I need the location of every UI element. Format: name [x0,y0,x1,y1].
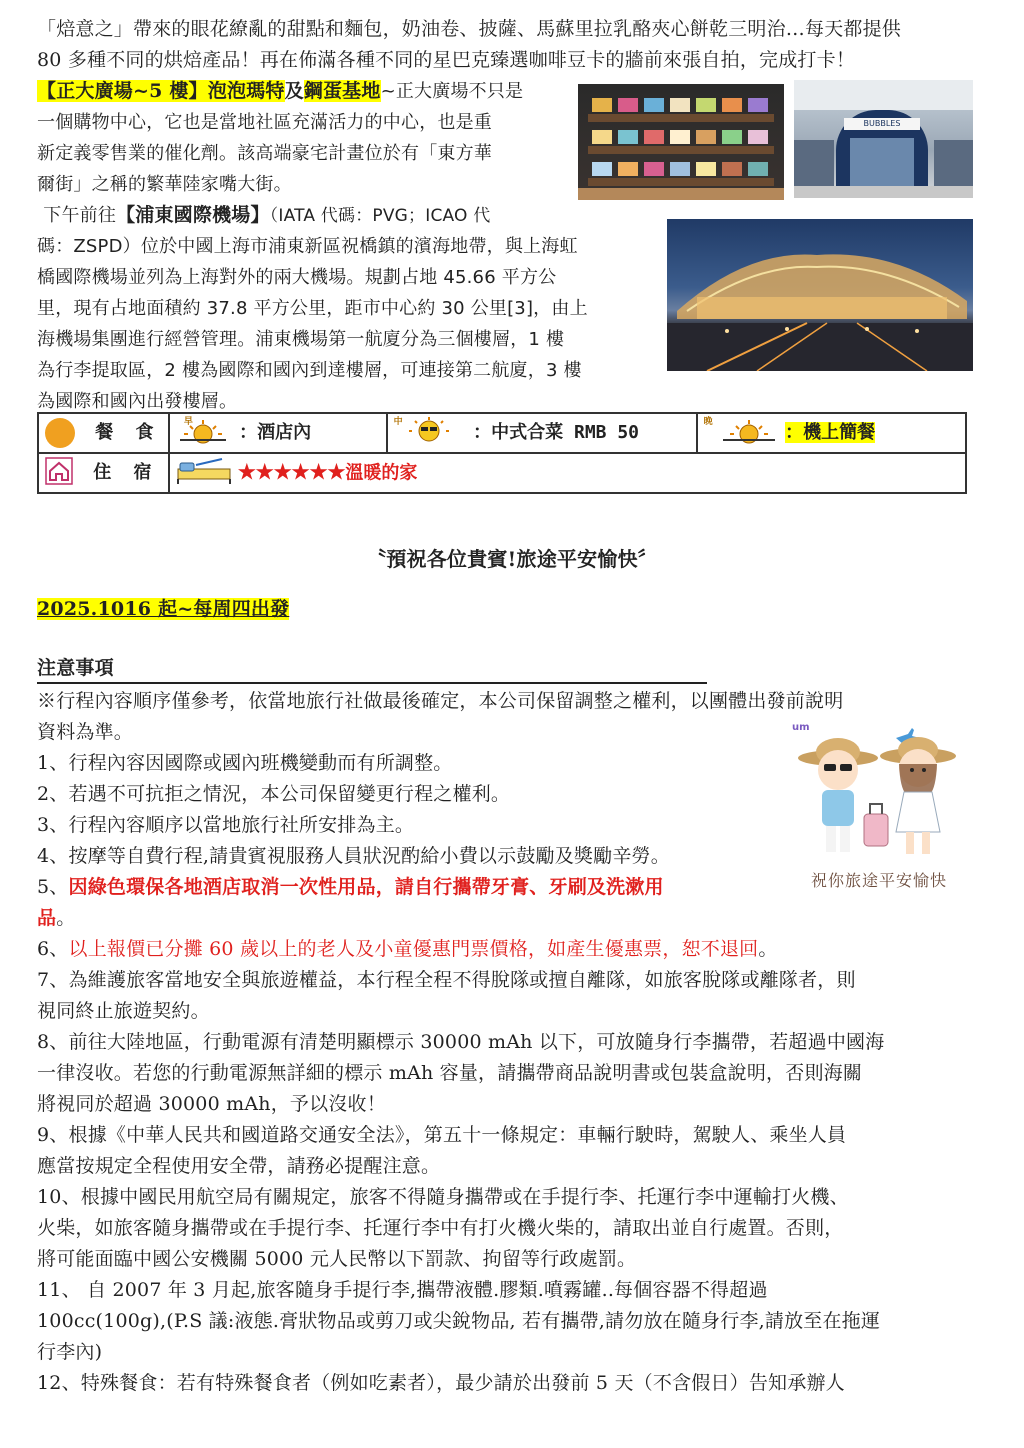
note-intro-1: ※行程內容順序僅參考，依當地旅行社做最後確定，本公司保留調整之權利，以團體出發前說明 [37,690,844,712]
note-1: 1、行程內容因國際或國內班機變動而有所調整。 [37,752,453,774]
intro-line-2: 80 多種不同的烘焙產品！再在佈滿各種不同的星巴克臻選咖啡豆卡的牆前來張自拍，完成打卡！ [37,49,856,71]
breakfast-tag: 早 [183,417,193,427]
sun-sunglasses-icon [409,417,449,450]
meal-label-cell [38,413,169,453]
airport-line-6: 為行李提取區，2 樓為國際和國內到達樓層，可連接第二航廈，3 樓 [37,360,582,381]
lunch-cell [387,413,697,453]
airport-name: 【浦東國際機場】 [116,204,270,226]
airport-line-7: 為國際和國內出發樓層。 [37,391,238,412]
plaza-line-3: 新定義零售業的催化劑。該高端豪宅計畫位於有「東方華 [37,143,492,164]
intro-line-1: 「焙意之」帶來的眼花繚亂的甜點和麵包，奶油卷、披薩、馬蘇里拉乳酪夾心餅乾三明治…每天都提供 [37,18,902,40]
airport-line-4: 里，現有占地面積約 37.8 平方公里，距市中心約 30 公里[3]，由上 [37,298,588,319]
airport-photo [667,219,973,371]
stay-row [38,453,966,493]
stay-label: 住 宿 [93,462,160,483]
stay-text: 溫暖的家 [345,462,418,483]
note-6 [37,934,778,965]
note-5-text: 因綠色環保各地酒店取消一次性用品，請自行攜帶牙膏、牙刷及洗漱用 [68,876,664,898]
note-11-line-1: 11、 自 2007 年 3 月起,旅客隨身手提行李,攜帶液體.膠類.噴霧罐..每個容器不得超過 [37,1279,768,1301]
breakfast-cell [169,413,387,453]
breakfast-text: ：酒店內 [239,422,312,443]
hotel-stars: ★★★★★★ [237,459,346,483]
note-5-line-1 [37,872,664,903]
note-7-line-2: 視同終止旅遊契約。 [37,1000,210,1022]
plaza-and: 及 [284,80,304,102]
bed-icon [176,457,232,490]
note-11-line-3: 行李內) [37,1341,103,1363]
note-8-line-2: 一律沒收。若您的行動電源無詳細的標示 mAh 容量，請攜帶商品說明書或包裝盒說明，否則海關 [37,1062,863,1084]
sunset-icon [719,418,779,449]
note-8-line-1: 8、前往大陸地區，行動電源有清楚明顯標示 30000 mAh 以下，可放隨身行李攜帶，若超過中國海 [37,1031,885,1053]
stay-label-cell [38,453,169,493]
airport-line-5: 海機場集團進行經營管理。浦東機場第一航廈分為三個樓層，1 樓 [37,329,565,350]
note-10-line-2: 火柴，如旅客隨身攜帶或在手提行李、托運行李中有打火機火柴的，請取出並自行處置。否則， [37,1217,844,1239]
note-4: 4、按摩等自費行程,請貴賓視服務人員狀況酌給小費以示鼓勵及獎勵辛勞。 [37,845,670,867]
plaza-tag-2: 鋼蛋基地 [303,80,381,102]
note-intro-2: 資料為準。 [37,721,134,743]
home-icon [45,457,73,490]
note-5-end: 。 [56,907,76,929]
note-7-line-1: 7、為維護旅客當地安全與旅遊權益，本行程全程不得脫隊或擅自離隊，如旅客脫隊或離隊者，則 [37,969,856,991]
note-12: 12、特殊餐食：若有特殊餐食者（例如吃素者），最少請於出發前 5 天（不含假日）告知承辦人 [37,1372,845,1394]
meal-row [38,413,966,453]
note-6-text: 以上報價已分攤 60 歲以上的老人及小童優惠門票價格，如產生優惠票，恕不退回 [68,938,759,960]
note-10-line-1: 10、根據中國民用航空局有關規定，旅客不得隨身攜帶或在手提行李、托運行李中運輸打火機、 [37,1186,849,1208]
store-front-photo [794,80,973,198]
travel-couple-illustration [786,718,972,894]
airport-lead: 下午前往 [43,205,117,226]
lunch-tag: 中 [393,417,403,427]
airport-line-3: 橋國際機場並列為上海對外的兩大機場。規劃占地 45.66 平方公 [37,267,557,288]
airport-l1-tail: （IATA 代碼：PVG；ICAO 代 [269,206,491,226]
note-9-line-1: 9、根據《中華人民共和國道路交通安全法》，第五十一條規定：車輛行駛時，駕駛人、乘坐人員 [37,1124,847,1146]
plaza-tag: 【正大廣場~5 樓】泡泡瑪特 [37,80,285,102]
departure-line [37,594,289,625]
note-3: 3、行程內容順序以當地旅行社所安排為主。 [37,814,415,836]
plaza-line-1 [37,76,523,107]
notes-title: 注意事項 [37,654,707,684]
blessing-text: 〝預祝各位貴賓!旅途平安愉快〞 [366,547,658,571]
couple-caption: 祝你旅途平安愉快 [810,871,947,890]
dinner-tag: 晚 [703,417,713,427]
store-sign: BUBBLES [844,118,920,130]
lunch-text: ：中式合菜 RMB 50 [473,422,639,443]
note-8-line-3: 將視同於超過 30000 mAh，予以沒收！ [37,1093,386,1115]
meal-label: 餐 食 [95,422,162,443]
note-11-line-2: 100cc(100g),(P.S 議:液態.膏狀物品或剪刀或尖銳物品, 若有攜帶,請勿放在隨身行李,請放至在拖運 [37,1310,881,1332]
note-6-end: 。 [758,938,778,960]
couple-logo: um [792,722,810,733]
departure-text: 2025.1016 起~每周四出發 [37,598,290,620]
airport-line-1 [37,200,490,232]
note-5-line-2 [37,903,75,934]
dinner-text: ：機上簡餐 [785,422,876,443]
plaza-line-4: 爾街」之稱的繁華陸家嘴大街。 [37,174,292,195]
note-6-num: 6、 [37,938,69,960]
note-5-text-2: 品 [37,907,57,929]
note-9-line-2: 應當按規定全程使用安全帶，請務必提醒注意。 [37,1155,441,1177]
meal-table [37,412,967,494]
dinner-cell [697,413,966,453]
airport-line-2: 碼：ZSPD）位於中國上海市浦東新區祝橋鎮的濱海地帶，與上海虹 [37,236,578,257]
cutlery-icon [45,418,75,448]
note-2: 2、若遇不可抗拒之情況，本公司保留變更行程之權利。 [37,783,511,805]
shop-photo [578,84,784,200]
note-5-num: 5、 [37,876,69,898]
note-10-line-3: 將可能面臨中國公安機關 5000 元人民幣以下罰款、拘留等行政處罰。 [37,1248,637,1270]
stay-cell [169,453,966,493]
plaza-tail: ~正大廣場不只是 [380,81,524,102]
plaza-line-2: 一個購物中心，它也是當地社區充滿活力的中心，也是重 [37,112,492,133]
